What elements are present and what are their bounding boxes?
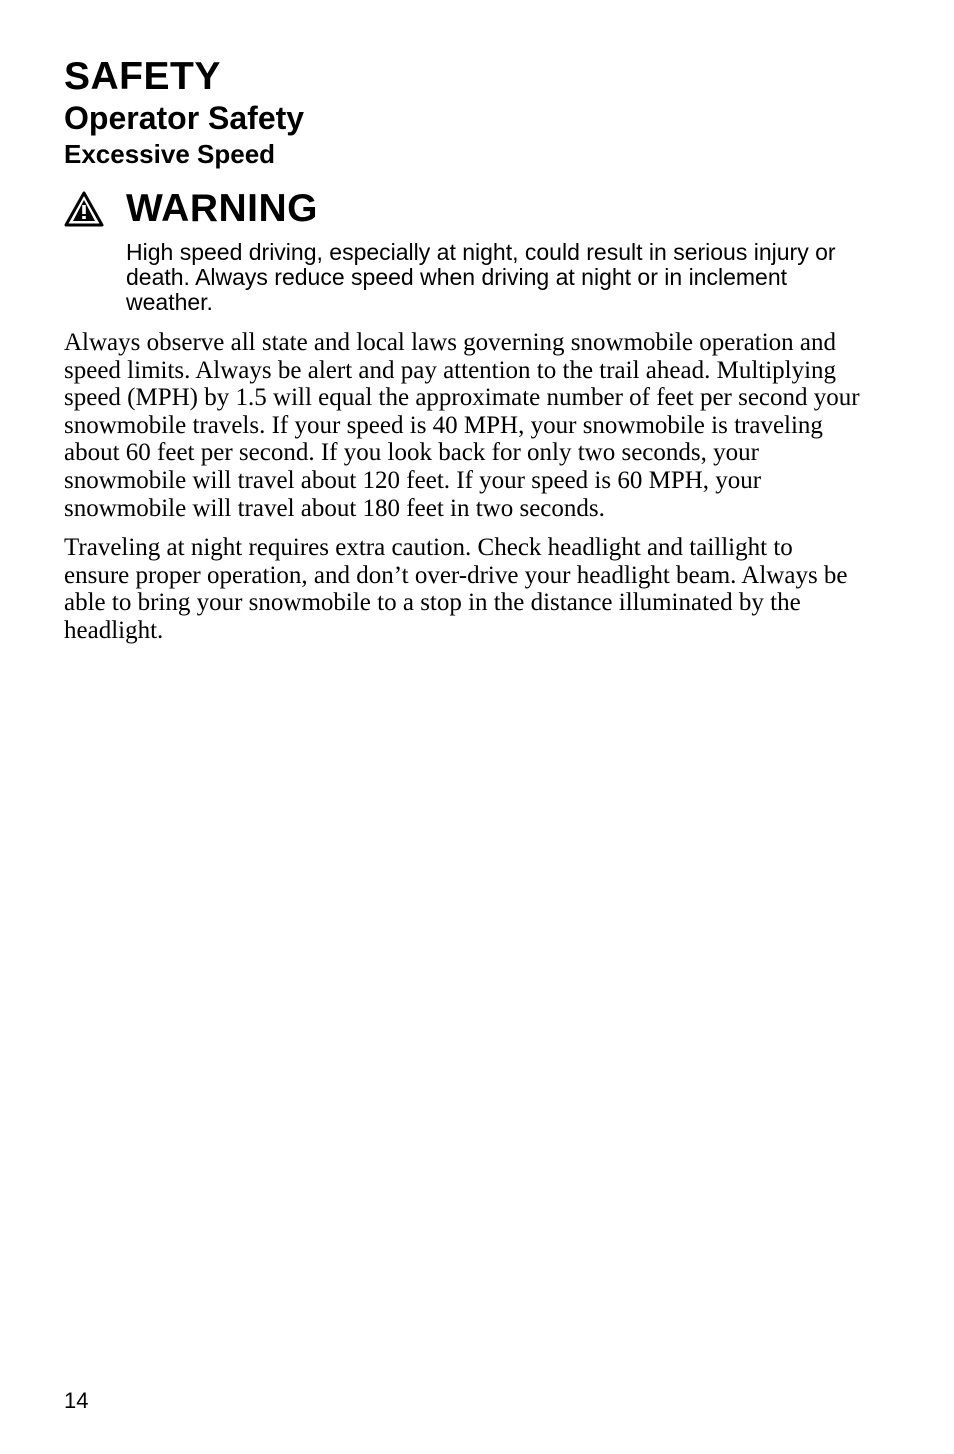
subsection-title: Operator Safety bbox=[64, 100, 305, 136]
page-number: 14 bbox=[64, 1388, 89, 1413]
paragraph-speed: Always observe all state and local laws governing snowmobile operation and speed limits. Always be alert and pay attention to the trail ahead. Multiplying speed (MPH) by 1.5 will equal the approximate number of feet per second your snowmobile travels. If your speed is 40 MPH, your snowmobile is traveling about 60 feet per second. If you look back for only two seconds, your snowmobile will travel about 120 feet. If your speed is 60 MPH, your snowmobile will travel about 180 feet in two seconds. bbox=[64, 329, 860, 522]
warning-title: WARNING bbox=[126, 187, 318, 230]
paragraph-night: Traveling at night requires extra caution. Check headlight and taillight to ensure proper operation, and don’t over-drive your headlight beam. Always be able to bring your snowmobile to a stop in the distance illuminated by the headlight. bbox=[64, 534, 848, 644]
warning-text: High speed driving, especially at night, could result in serious injury or death. Always reduce speed when driving at night or in inclement weather. bbox=[126, 239, 836, 315]
section-title: SAFETY bbox=[64, 55, 221, 98]
manual-page bbox=[64, 54, 864, 645]
topic-title: Excessive Speed bbox=[64, 139, 276, 169]
warning-header bbox=[64, 186, 864, 232]
warning-triangle-icon bbox=[64, 191, 104, 227]
